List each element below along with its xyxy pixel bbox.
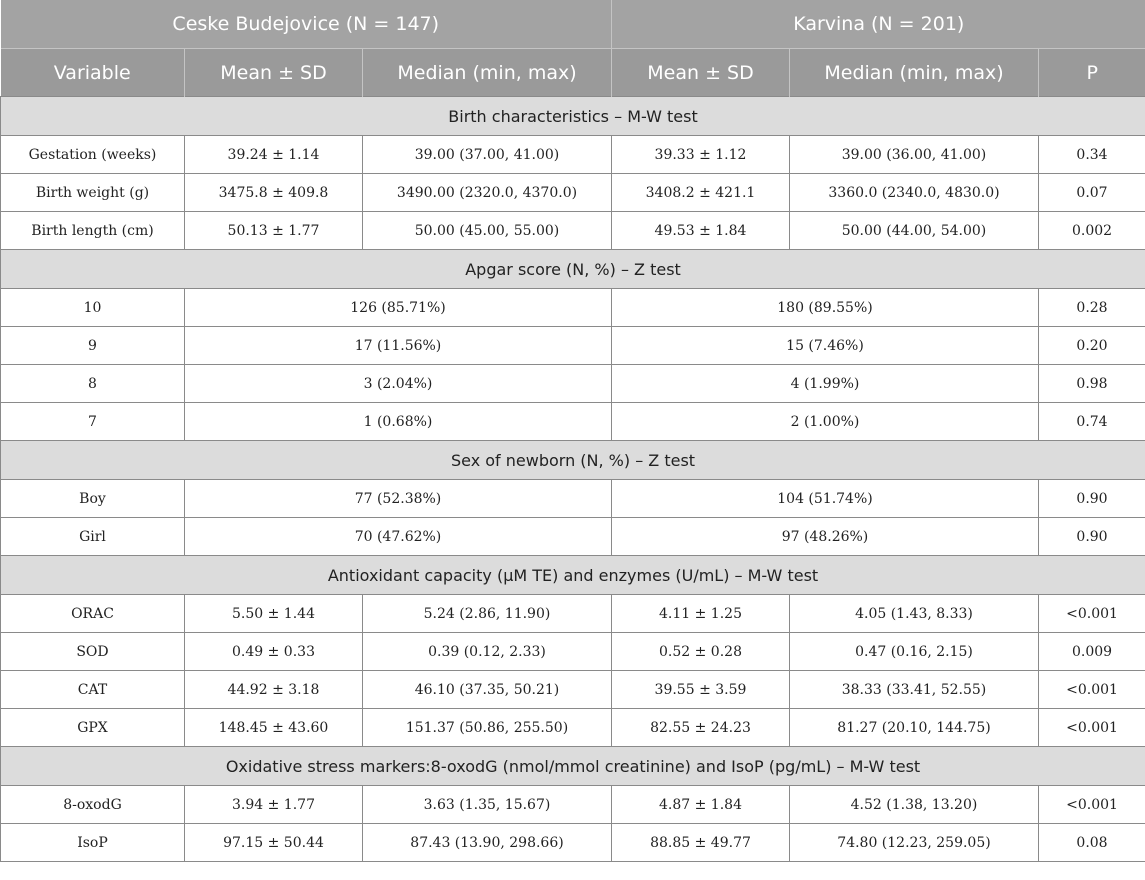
count-cb-cell: 17 (11.56%) <box>185 327 612 365</box>
group-header-row <box>1 0 1145 49</box>
group-header-ceske-budejovice: Ceske Budejovice (N = 147) <box>1 0 612 49</box>
table-row <box>1 671 1145 709</box>
count-karvina-cell: 104 (51.74%) <box>612 480 1039 518</box>
p-value-cell: <0.001 <box>1039 595 1145 633</box>
column-header-row <box>1 49 1145 97</box>
median-karvina-cell: 38.33 (33.41, 52.55) <box>790 671 1039 709</box>
section-row <box>1 441 1145 480</box>
median-cb-cell: 39.00 (37.00, 41.00) <box>363 136 612 174</box>
mean-sd-karvina-cell: 3408.2 ± 421.1 <box>612 174 790 212</box>
count-cb-cell: 77 (52.38%) <box>185 480 612 518</box>
count-karvina-cell: 180 (89.55%) <box>612 289 1039 327</box>
mean-sd-cb-cell: 50.13 ± 1.77 <box>185 212 363 250</box>
variable-cell: Birth length (cm) <box>1 212 185 250</box>
p-value-cell: 0.08 <box>1039 824 1145 862</box>
table-row <box>1 633 1145 671</box>
median-cb-cell: 87.43 (13.90, 298.66) <box>363 824 612 862</box>
p-value-cell: <0.001 <box>1039 786 1145 824</box>
variable-cell: Girl <box>1 518 185 556</box>
table-row <box>1 595 1145 633</box>
mean-sd-karvina-cell: 49.53 ± 1.84 <box>612 212 790 250</box>
variable-cell: Gestation (weeks) <box>1 136 185 174</box>
section-row <box>1 747 1145 786</box>
variable-cell: 8-oxodG <box>1 786 185 824</box>
section-row <box>1 97 1145 136</box>
median-cb-cell: 46.10 (37.35, 50.21) <box>363 671 612 709</box>
count-cb-cell: 70 (47.62%) <box>185 518 612 556</box>
median-cb-cell: 0.39 (0.12, 2.33) <box>363 633 612 671</box>
mean-sd-karvina-cell: 4.87 ± 1.84 <box>612 786 790 824</box>
count-cb-cell: 1 (0.68%) <box>185 403 612 441</box>
column-header-variable: Variable <box>1 49 185 97</box>
variable-cell: 8 <box>1 365 185 403</box>
column-header-median-cb: Median (min, max) <box>363 49 612 97</box>
mean-sd-cb-cell: 39.24 ± 1.14 <box>185 136 363 174</box>
variable-cell: IsoP <box>1 824 185 862</box>
p-value-cell: 0.90 <box>1039 518 1145 556</box>
table-row <box>1 289 1145 327</box>
table-row <box>1 327 1145 365</box>
count-karvina-cell: 2 (1.00%) <box>612 403 1039 441</box>
column-header-median-karvina: Median (min, max) <box>790 49 1039 97</box>
p-value-cell: 0.98 <box>1039 365 1145 403</box>
p-value-cell: 0.07 <box>1039 174 1145 212</box>
table-row <box>1 136 1145 174</box>
median-karvina-cell: 0.47 (0.16, 2.15) <box>790 633 1039 671</box>
count-karvina-cell: 15 (7.46%) <box>612 327 1039 365</box>
p-value-cell: 0.009 <box>1039 633 1145 671</box>
p-value-cell: <0.001 <box>1039 709 1145 747</box>
table-row <box>1 403 1145 441</box>
table-row <box>1 824 1145 862</box>
table-row <box>1 212 1145 250</box>
variable-cell: 9 <box>1 327 185 365</box>
mean-sd-cb-cell: 97.15 ± 50.44 <box>185 824 363 862</box>
median-cb-cell: 3.63 (1.35, 15.67) <box>363 786 612 824</box>
variable-cell: Boy <box>1 480 185 518</box>
table-row <box>1 709 1145 747</box>
mean-sd-karvina-cell: 0.52 ± 0.28 <box>612 633 790 671</box>
section-title: Birth characteristics – M-W test <box>1 97 1145 136</box>
section-title: Sex of newborn (N, %) – Z test <box>1 441 1145 480</box>
p-value-cell: 0.28 <box>1039 289 1145 327</box>
variable-cell: Birth weight (g) <box>1 174 185 212</box>
median-karvina-cell: 4.05 (1.43, 8.33) <box>790 595 1039 633</box>
mean-sd-karvina-cell: 4.11 ± 1.25 <box>612 595 790 633</box>
column-header-mean-sd-karvina: Mean ± SD <box>612 49 790 97</box>
table-row <box>1 480 1145 518</box>
table-body <box>1 97 1145 862</box>
mean-sd-cb-cell: 5.50 ± 1.44 <box>185 595 363 633</box>
p-value-cell: 0.002 <box>1039 212 1145 250</box>
median-karvina-cell: 50.00 (44.00, 54.00) <box>790 212 1039 250</box>
p-value-cell: 0.90 <box>1039 480 1145 518</box>
p-value-cell: <0.001 <box>1039 671 1145 709</box>
column-header-mean-sd-cb: Mean ± SD <box>185 49 363 97</box>
count-karvina-cell: 4 (1.99%) <box>612 365 1039 403</box>
mean-sd-cb-cell: 3.94 ± 1.77 <box>185 786 363 824</box>
table-row <box>1 174 1145 212</box>
column-header-p: P <box>1039 49 1145 97</box>
mean-sd-cb-cell: 0.49 ± 0.33 <box>185 633 363 671</box>
median-cb-cell: 151.37 (50.86, 255.50) <box>363 709 612 747</box>
section-title: Oxidative stress markers:8-oxodG (nmol/mmol creatinine) and IsoP (pg/mL) – M-W test <box>1 747 1145 786</box>
mean-sd-karvina-cell: 39.55 ± 3.59 <box>612 671 790 709</box>
median-karvina-cell: 3360.0 (2340.0, 4830.0) <box>790 174 1039 212</box>
median-karvina-cell: 4.52 (1.38, 13.20) <box>790 786 1039 824</box>
median-karvina-cell: 81.27 (20.10, 144.75) <box>790 709 1039 747</box>
count-cb-cell: 126 (85.71%) <box>185 289 612 327</box>
variable-cell: CAT <box>1 671 185 709</box>
group-header-karvina: Karvina (N = 201) <box>612 0 1145 49</box>
mean-sd-cb-cell: 148.45 ± 43.60 <box>185 709 363 747</box>
table-row <box>1 365 1145 403</box>
variable-cell: 7 <box>1 403 185 441</box>
mean-sd-karvina-cell: 88.85 ± 49.77 <box>612 824 790 862</box>
section-row <box>1 250 1145 289</box>
median-karvina-cell: 74.80 (12.23, 259.05) <box>790 824 1039 862</box>
mean-sd-cb-cell: 3475.8 ± 409.8 <box>185 174 363 212</box>
median-cb-cell: 50.00 (45.00, 55.00) <box>363 212 612 250</box>
median-cb-cell: 5.24 (2.86, 11.90) <box>363 595 612 633</box>
median-karvina-cell: 39.00 (36.00, 41.00) <box>790 136 1039 174</box>
p-value-cell: 0.74 <box>1039 403 1145 441</box>
p-value-cell: 0.20 <box>1039 327 1145 365</box>
mean-sd-karvina-cell: 82.55 ± 24.23 <box>612 709 790 747</box>
count-karvina-cell: 97 (48.26%) <box>612 518 1039 556</box>
table-row <box>1 786 1145 824</box>
mean-sd-karvina-cell: 39.33 ± 1.12 <box>612 136 790 174</box>
p-value-cell: 0.34 <box>1039 136 1145 174</box>
section-row <box>1 556 1145 595</box>
median-cb-cell: 3490.00 (2320.0, 4370.0) <box>363 174 612 212</box>
variable-cell: GPX <box>1 709 185 747</box>
mean-sd-cb-cell: 44.92 ± 3.18 <box>185 671 363 709</box>
count-cb-cell: 3 (2.04%) <box>185 365 612 403</box>
variable-cell: 10 <box>1 289 185 327</box>
section-title: Apgar score (N, %) – Z test <box>1 250 1145 289</box>
table-row <box>1 518 1145 556</box>
variable-cell: SOD <box>1 633 185 671</box>
variable-cell: ORAC <box>1 595 185 633</box>
section-title: Antioxidant capacity (μM TE) and enzymes (U/mL) – M-W test <box>1 556 1145 595</box>
